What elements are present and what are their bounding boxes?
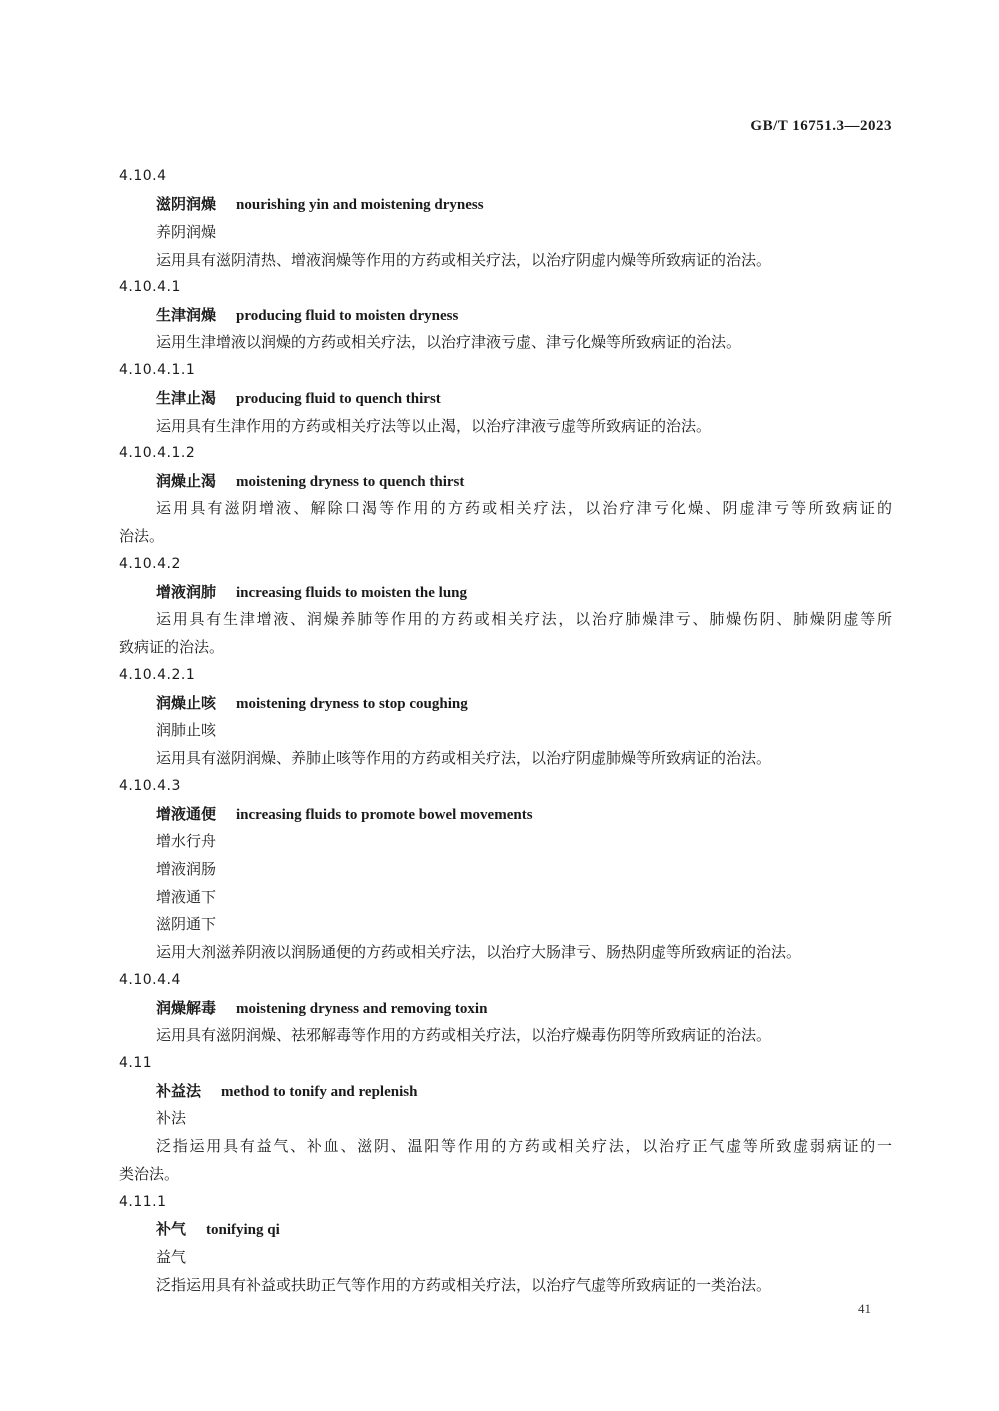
clause-number: 4.11 [119, 1055, 153, 1071]
term-heading [156, 804, 533, 825]
clause-number: 4.10.4.3 [119, 778, 181, 794]
term-english: producing fluid to moisten dryness [236, 308, 459, 324]
definition: 运用具有滋阴清热、增液润燥等作用的方药或相关疗法，以治疗阴虚内燥等所致病证的治法。 [156, 251, 772, 269]
term-heading [156, 194, 484, 215]
definition: 运用具有滋阴增液、解除口渴等作用的方药或相关疗法，以治疗津亏化燥、阴虚津亏等所致病证的 [156, 499, 892, 517]
definition: 泛指运用具有益气、补血、滋阴、温阳等作用的方药或相关疗法，以治疗正气虚等所致虚弱病证的一 [156, 1137, 892, 1155]
clause-number: 4.10.4.1 [119, 279, 181, 295]
definition-continuation: 致病证的治法。 [119, 638, 225, 656]
term-english: moistening dryness to quench thirst [236, 474, 465, 490]
synonym: 养阴润燥 [156, 223, 217, 241]
definition: 泛指运用具有补益或扶助正气等作用的方药或相关疗法，以治疗气虚等所致病证的一类治法。 [156, 1276, 772, 1294]
term-heading [156, 471, 464, 492]
synonym: 滋阴通下 [156, 915, 217, 933]
clause-number: 4.11.1 [119, 1194, 167, 1210]
term-chinese: 增液润肺 [156, 583, 217, 601]
term-english: producing fluid to quench thirst [236, 391, 441, 407]
clause-number: 4.10.4.4 [119, 972, 181, 988]
definition: 运用生津增液以润燥的方药或相关疗法，以治疗津液亏虚、津亏化燥等所致病证的治法。 [156, 333, 742, 351]
term-chinese: 增液通便 [156, 805, 217, 823]
definition: 运用具有滋阴润燥、养肺止咳等作用的方药或相关疗法，以治疗阴虚肺燥等所致病证的治法。 [156, 749, 772, 767]
clause-number: 4.10.4 [119, 168, 167, 184]
term-english: method to tonify and replenish [221, 1084, 418, 1100]
synonym: 增液润肠 [156, 860, 217, 878]
synonym: 增水行舟 [156, 832, 217, 850]
term-chinese: 滋阴润燥 [156, 195, 217, 213]
clause-number: 4.10.4.1.2 [119, 445, 196, 461]
term-chinese: 润燥止咳 [156, 694, 217, 712]
definition-continuation: 类治法。 [119, 1165, 180, 1183]
term-english: increasing fluids to moisten the lung [236, 585, 468, 601]
term-chinese: 生津止渴 [156, 389, 217, 407]
term-chinese: 补益法 [156, 1082, 202, 1100]
definition-continuation: 治法。 [119, 527, 165, 545]
term-heading [156, 998, 487, 1019]
term-english: moistening dryness and removing toxin [236, 1001, 488, 1017]
synonym: 增液通下 [156, 888, 217, 906]
synonym: 补法 [156, 1109, 187, 1127]
clause-number: 4.10.4.1.1 [119, 362, 196, 378]
term-chinese: 润燥解毒 [156, 999, 217, 1017]
definition: 运用具有生津作用的方药或相关疗法等以止渴，以治疗津液亏虚等所致病证的治法。 [156, 417, 712, 435]
term-english: tonifying qi [206, 1222, 280, 1238]
synonym: 润肺止咳 [156, 721, 217, 739]
clause-number: 4.10.4.2.1 [119, 667, 196, 683]
definition: 运用大剂滋养阴液以润肠通便的方药或相关疗法，以治疗大肠津亏、肠热阴虚等所致病证的治法。 [156, 943, 802, 961]
term-heading [156, 693, 468, 714]
term-chinese: 生津润燥 [156, 306, 217, 324]
term-chinese: 补气 [156, 1220, 187, 1238]
term-heading [156, 305, 458, 326]
term-heading [156, 1219, 280, 1240]
term-english: moistening dryness to stop coughing [236, 696, 468, 712]
definition: 运用具有滋阴润燥、祛邪解毒等作用的方药或相关疗法，以治疗燥毒伤阴等所致病证的治法。 [156, 1026, 772, 1044]
term-heading [156, 388, 441, 409]
term-english: nourishing yin and moistening dryness [236, 197, 484, 213]
term-heading [156, 582, 467, 603]
term-heading [156, 1081, 417, 1102]
clause-number: 4.10.4.2 [119, 556, 181, 572]
term-chinese: 润燥止渴 [156, 472, 217, 490]
term-english: increasing fluids to promote bowel movements [236, 807, 533, 823]
document-id: GB/T 16751.3—2023 [750, 118, 892, 134]
definition: 运用具有生津增液、润燥养肺等作用的方药或相关疗法，以治疗肺燥津亏、肺燥伤阴、肺燥阴虚等所 [156, 610, 892, 628]
synonym: 益气 [156, 1248, 187, 1266]
page-number: 41 [858, 1301, 871, 1316]
